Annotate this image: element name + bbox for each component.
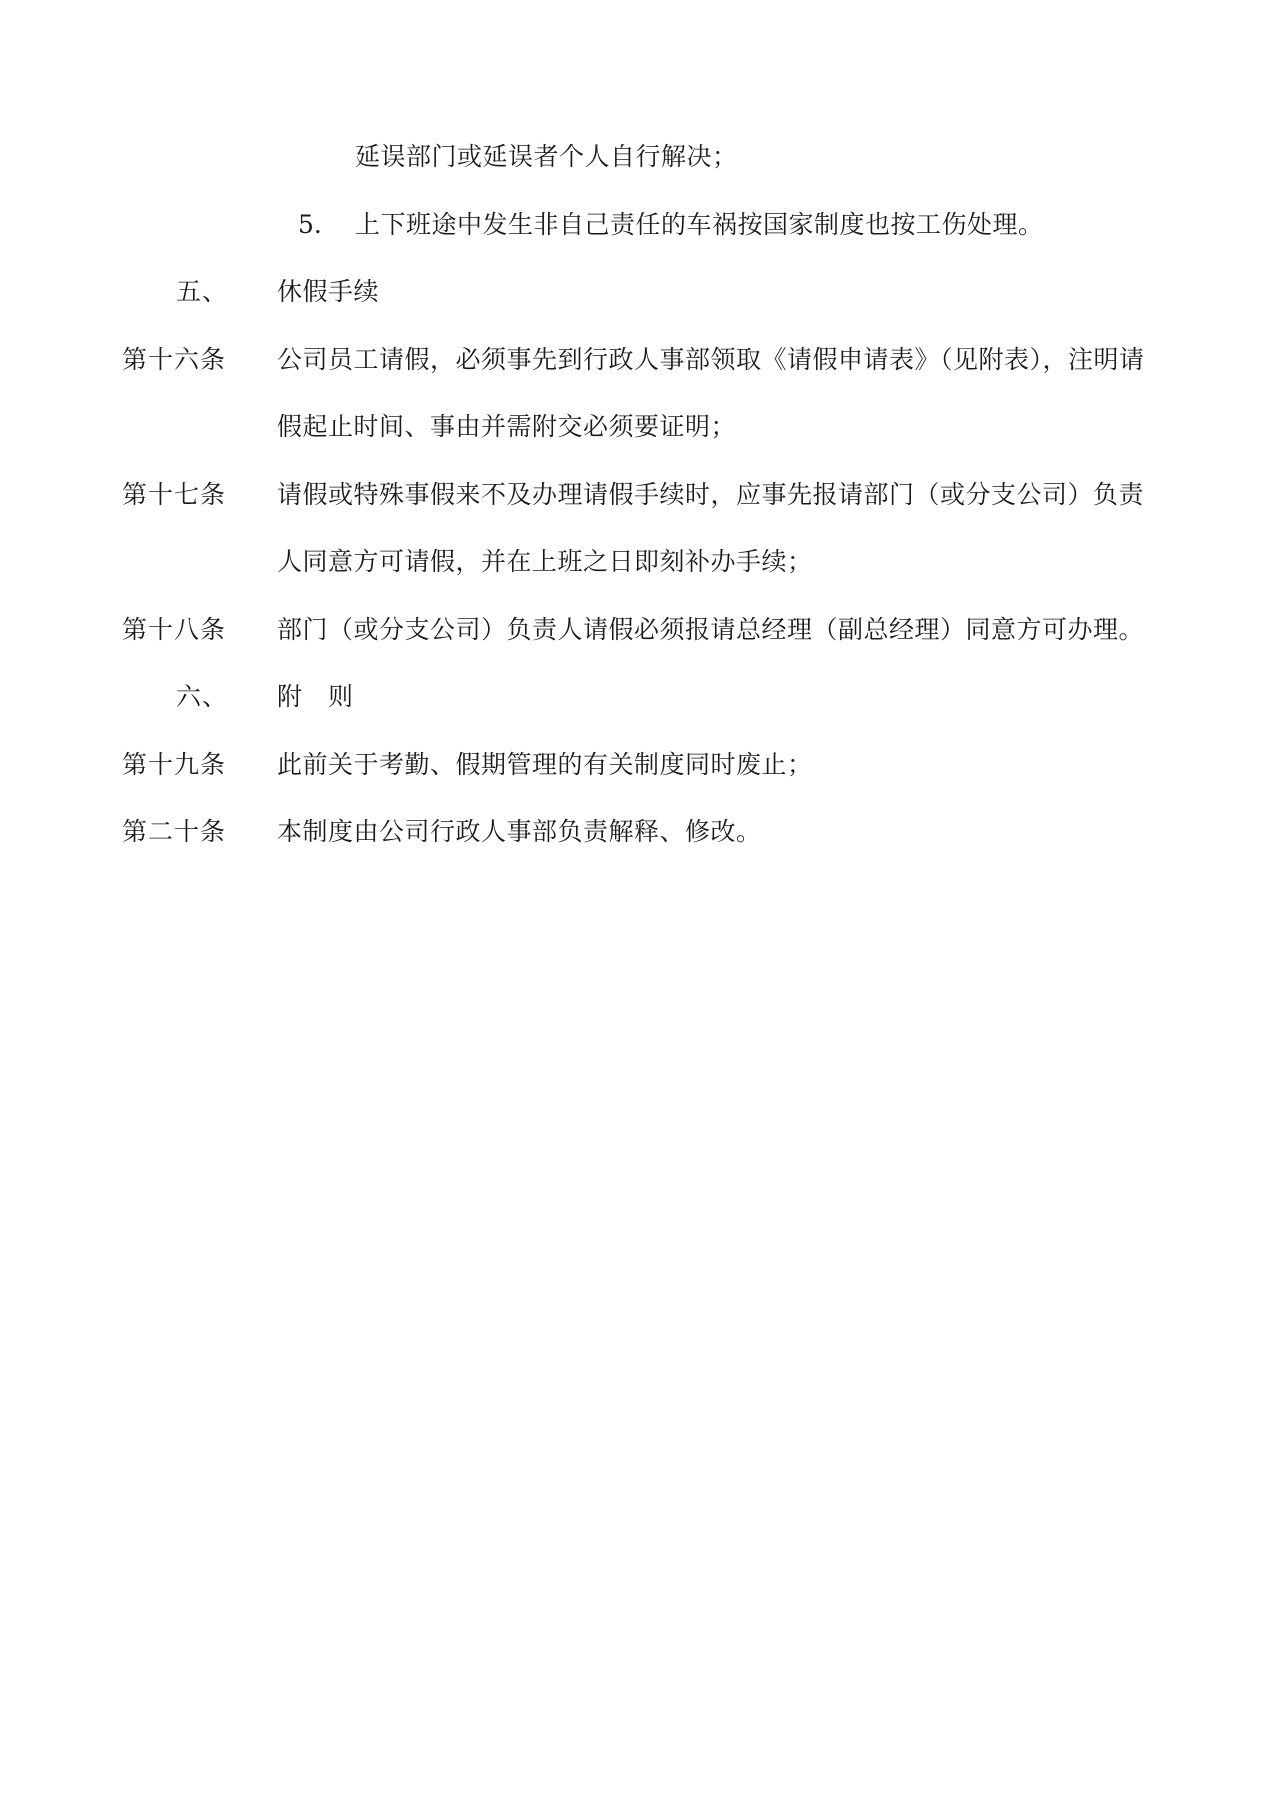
article-19-line-1: 此前关于考勤、假期管理的有关制度同时废止； xyxy=(277,750,813,779)
section-5-title: 休假手续 xyxy=(277,277,380,306)
article-17-label: 第十七条 xyxy=(122,480,227,509)
article-18-label: 第十八条 xyxy=(122,615,227,644)
article-19-label: 第十九条 xyxy=(122,750,227,779)
item-5-text: 上下班途中发生非自己责任的车祸按国家制度也按工伤处理。 xyxy=(355,210,1044,239)
section-5-number: 五、 xyxy=(176,277,229,306)
article-20-label: 第二十条 xyxy=(122,817,227,846)
article-16-label: 第十六条 xyxy=(122,345,227,374)
article-16-line-1: 公司员工请假，必须事先到行政人事部领取《请假申请表》（见附表），注明请 xyxy=(277,345,1145,374)
continuation-line: 延误部门或延误者个人自行解决； xyxy=(355,142,738,171)
article-16-line-2: 假起止时间、事由并需附交必须要证明； xyxy=(277,412,737,441)
section-6-title: 附 则 xyxy=(277,682,354,711)
section-6-number: 六、 xyxy=(176,682,229,711)
article-20-line-1: 本制度由公司行政人事部负责解释、修改。 xyxy=(277,817,762,846)
article-17-line-1: 请假或特殊事假来不及办理请假手续时，应事先报请部门（或分支公司）负责 xyxy=(277,480,1145,509)
item-5-number: 5. xyxy=(298,210,322,239)
article-17-line-2: 人同意方可请假，并在上班之日即刻补办手续； xyxy=(277,547,813,576)
article-18-line-1: 部门（或分支公司）负责人请假必须报请总经理（副总经理）同意方可办理。 xyxy=(277,615,1145,644)
